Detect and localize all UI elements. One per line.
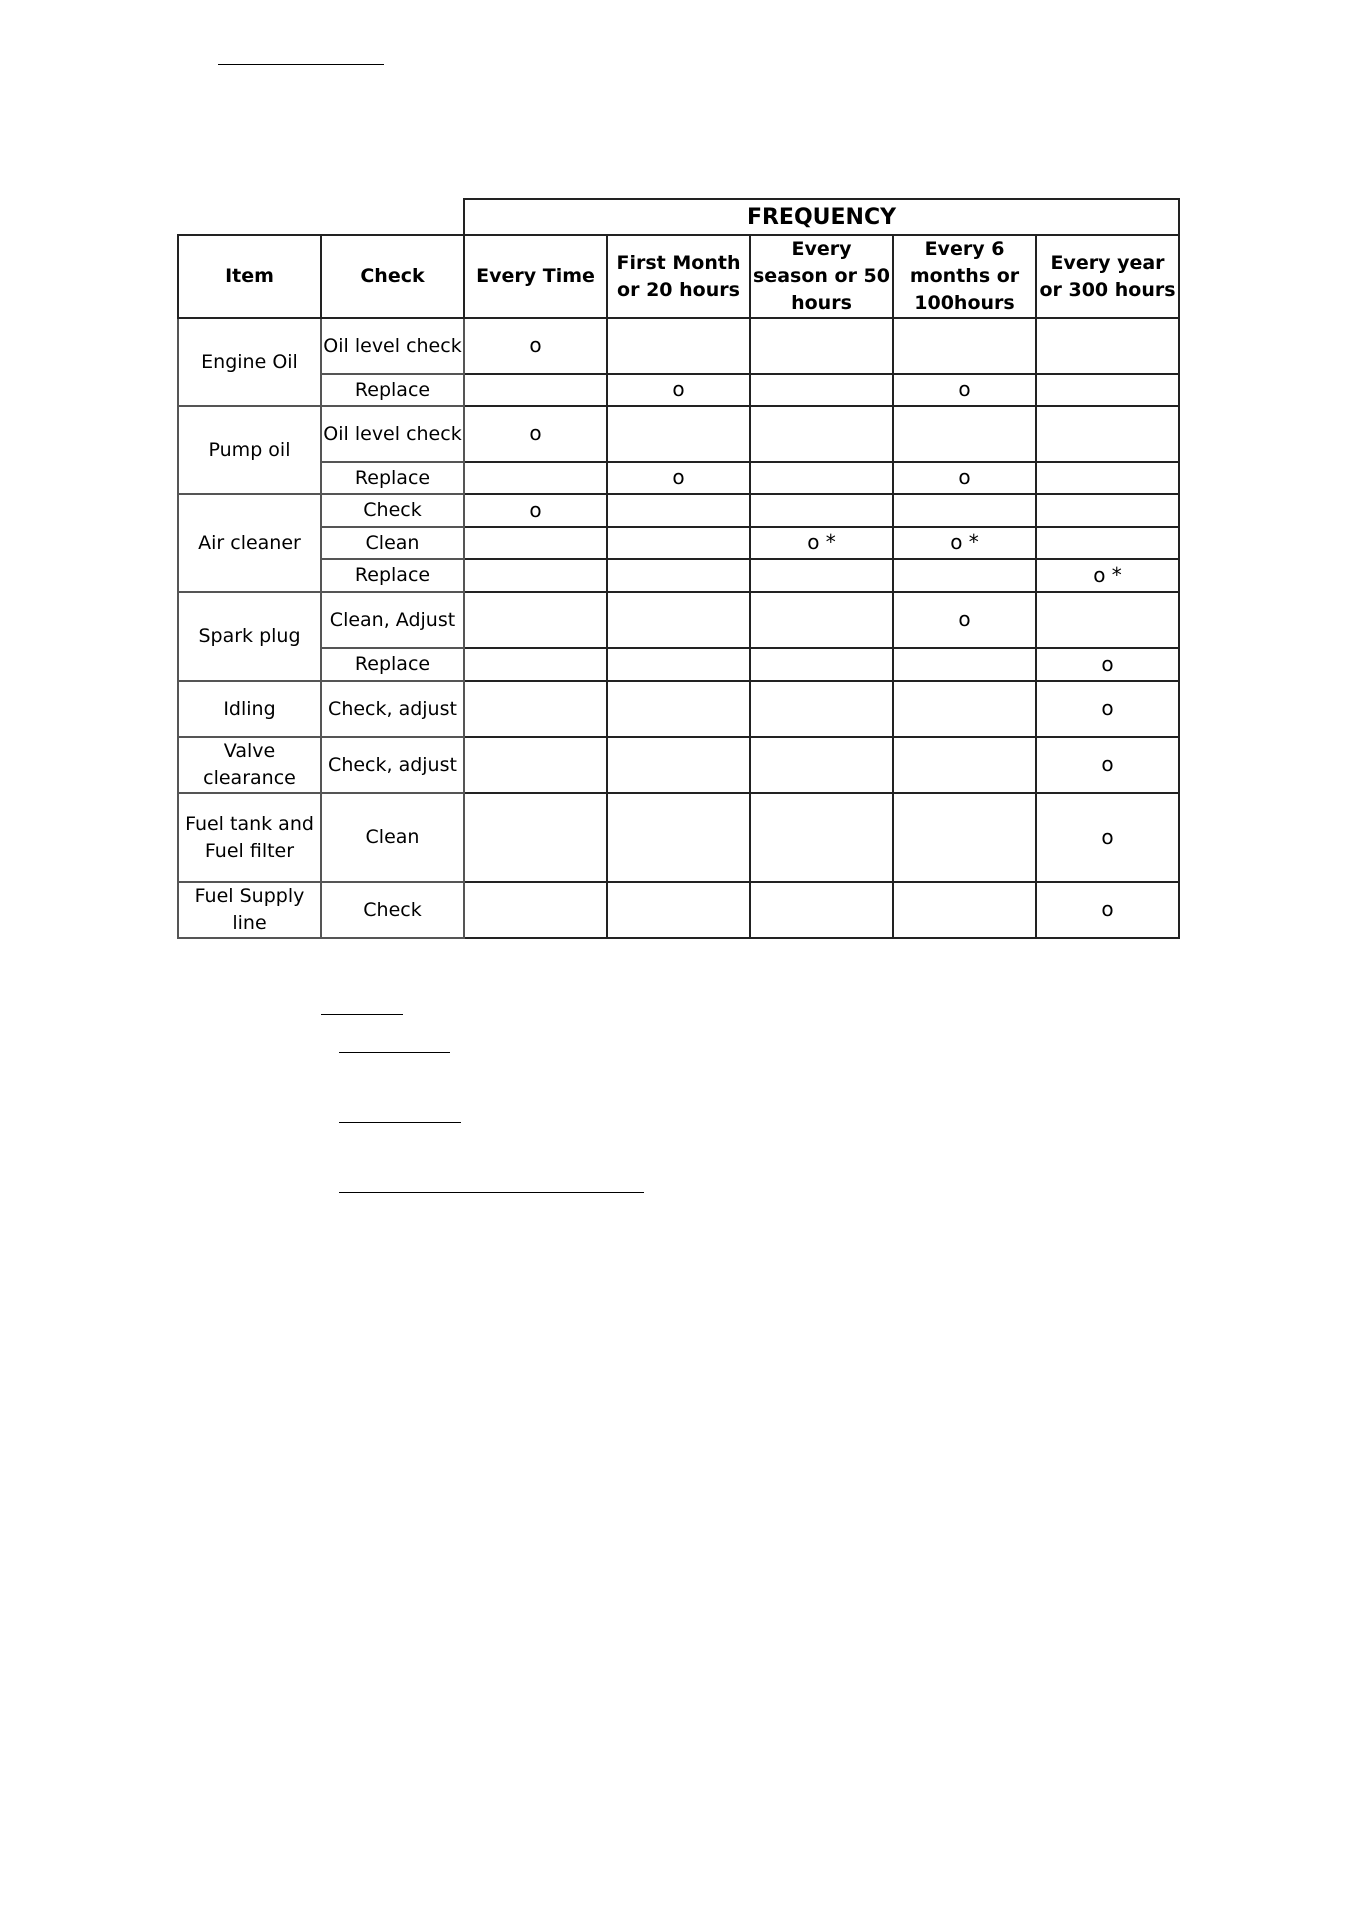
schedule-mark: o <box>672 377 685 401</box>
frequency-cell <box>750 681 893 737</box>
table-row <box>178 374 1179 406</box>
frequency-cell <box>893 374 1036 406</box>
frequency-cell <box>750 648 893 681</box>
schedule-mark: o <box>958 377 971 401</box>
check-cell: Check, adjust <box>321 737 464 793</box>
frequency-cell <box>607 406 750 462</box>
frequency-cell <box>1036 882 1179 938</box>
frequency-cell <box>893 559 1036 592</box>
frequency-cell <box>607 793 750 882</box>
table-body <box>178 318 1179 938</box>
frequency-cell <box>893 592 1036 648</box>
schedule-mark: o <box>672 465 685 489</box>
frequency-cell <box>1036 527 1179 559</box>
frequency-cell <box>1036 648 1179 681</box>
frequency-cell <box>893 648 1036 681</box>
frequency-cell <box>607 882 750 938</box>
schedule-mark: o <box>529 421 542 445</box>
table-row <box>178 462 1179 494</box>
freq-column-header: First Month or 20 hours <box>607 235 750 318</box>
frequency-cell <box>750 737 893 793</box>
check-cell: Replace <box>321 462 464 494</box>
frequency-cell <box>750 318 893 374</box>
frequency-cell <box>750 882 893 938</box>
check-cell: Check, adjust <box>321 681 464 737</box>
frequency-cell <box>607 681 750 737</box>
frequency-cell <box>893 681 1036 737</box>
frequency-cell <box>1036 406 1179 462</box>
item-cell: Air cleaner <box>178 494 321 592</box>
item-cell: Spark plug <box>178 592 321 681</box>
item-column-header: Item <box>178 235 321 318</box>
note-item-underline <box>339 1052 450 1053</box>
frequency-cell <box>464 406 607 462</box>
table-row <box>178 793 1179 882</box>
frequency-cell <box>893 318 1036 374</box>
check-cell: Replace <box>321 559 464 592</box>
table-row <box>178 737 1179 793</box>
table-row <box>178 318 1179 374</box>
item-cell: Engine Oil <box>178 318 321 406</box>
frequency-cell <box>464 318 607 374</box>
frequency-cell <box>750 527 893 559</box>
check-cell: Replace <box>321 648 464 681</box>
freq-column-header: Every year or 300 hours <box>1036 235 1179 318</box>
table-row <box>178 559 1179 592</box>
frequency-cell <box>893 406 1036 462</box>
item-cell: Fuel Supply line <box>178 882 321 938</box>
frequency-cell <box>750 793 893 882</box>
check-cell: Check <box>321 494 464 527</box>
frequency-cell <box>464 648 607 681</box>
frequency-cell <box>464 559 607 592</box>
frequency-cell <box>464 793 607 882</box>
item-cell: Valve clearance <box>178 737 321 793</box>
frequency-cell <box>607 648 750 681</box>
schedule-mark: o <box>1101 824 1114 849</box>
table-row <box>178 681 1179 737</box>
note-underline <box>321 1014 403 1015</box>
frequency-cell <box>607 494 750 527</box>
frequency-cell <box>464 592 607 648</box>
frequency-cell <box>464 681 607 737</box>
frequency-cell <box>607 318 750 374</box>
header-spacer <box>178 199 464 235</box>
freq-column-header: Every season or 50 hours <box>750 235 893 318</box>
schedule-mark: o <box>1101 752 1114 776</box>
item-cell: Pump oil <box>178 406 321 494</box>
item-cell: Idling <box>178 681 321 737</box>
schedule-mark: o * <box>1093 562 1122 587</box>
check-cell: Clean <box>321 527 464 559</box>
frequency-cell <box>893 882 1036 938</box>
frequency-cell <box>1036 793 1179 882</box>
freq-column-header: Every 6 months or 100hours <box>893 235 1036 318</box>
table-row <box>178 527 1179 559</box>
frequency-cell <box>1036 559 1179 592</box>
check-cell: Clean <box>321 793 464 882</box>
frequency-cell <box>750 494 893 527</box>
frequency-cell <box>893 462 1036 494</box>
frequency-cell <box>893 793 1036 882</box>
schedule-mark: o <box>529 497 542 522</box>
check-cell: Replace <box>321 374 464 406</box>
schedule-mark: o * <box>807 530 836 554</box>
frequency-cell <box>464 527 607 559</box>
frequency-cell <box>750 592 893 648</box>
frequency-cell <box>607 559 750 592</box>
frequency-cell <box>464 494 607 527</box>
item-cell: Fuel tank and Fuel filter <box>178 793 321 882</box>
freq-column-header: Every Time <box>464 235 607 318</box>
frequency-cell <box>893 737 1036 793</box>
frequency-cell <box>750 559 893 592</box>
frequency-cell <box>1036 318 1179 374</box>
frequency-cell <box>893 494 1036 527</box>
heading-underline <box>218 64 384 65</box>
frequency-cell <box>464 737 607 793</box>
schedule-mark: o <box>958 607 971 631</box>
frequency-cell <box>750 406 893 462</box>
frequency-cell <box>464 374 607 406</box>
frequency-cell <box>893 527 1036 559</box>
frequency-cell <box>1036 592 1179 648</box>
check-cell: Clean, Adjust <box>321 592 464 648</box>
note-item-underline <box>339 1192 644 1193</box>
frequency-cell <box>607 374 750 406</box>
table-row <box>178 592 1179 648</box>
schedule-mark: o <box>529 333 542 357</box>
frequency-cell <box>1036 681 1179 737</box>
check-cell: Oil level check <box>321 406 464 462</box>
schedule-mark: o * <box>950 530 979 554</box>
table-row <box>178 406 1179 462</box>
frequency-cell <box>1036 374 1179 406</box>
schedule-mark: o <box>1101 696 1114 720</box>
frequency-cell <box>607 737 750 793</box>
schedule-mark: o <box>958 465 971 489</box>
frequency-cell <box>464 882 607 938</box>
frequency-cell <box>750 374 893 406</box>
check-column-header: Check <box>321 235 464 318</box>
table-row <box>178 648 1179 681</box>
frequency-cell <box>607 592 750 648</box>
frequency-cell <box>1036 462 1179 494</box>
frequency-cell <box>607 462 750 494</box>
frequency-cell <box>464 462 607 494</box>
check-cell: Oil level check <box>321 318 464 374</box>
schedule-mark: o <box>1101 897 1114 921</box>
frequency-cell <box>750 462 893 494</box>
table-row <box>178 882 1179 938</box>
table-row <box>178 494 1179 527</box>
frequency-cell <box>607 527 750 559</box>
check-cell: Check <box>321 882 464 938</box>
schedule-mark: o <box>1101 651 1114 676</box>
frequency-header: FREQUENCY <box>464 199 1179 235</box>
note-item-underline <box>339 1122 461 1123</box>
frequency-cell <box>1036 494 1179 527</box>
frequency-cell <box>1036 737 1179 793</box>
maintenance-schedule-table <box>177 198 1180 939</box>
